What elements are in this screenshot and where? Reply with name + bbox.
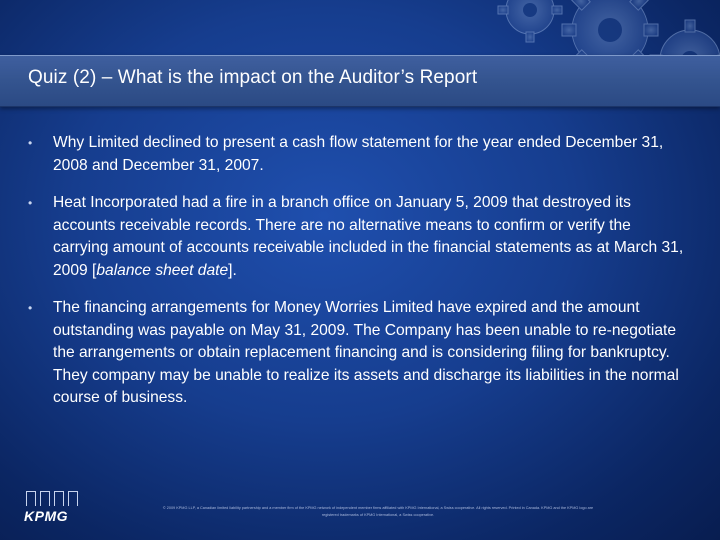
bullet-text: Why Limited declined to present a cash flow statement for the year ended December 31, 2008 and December 31, 2007. [53, 134, 664, 174]
list-item [28, 132, 688, 177]
kpmg-logo-text: KPMG [24, 508, 68, 524]
bullet-icon: • [28, 196, 33, 210]
list-item [28, 192, 688, 282]
kpmg-logo-icon [26, 492, 84, 506]
kpmg-logo [24, 492, 84, 532]
legal-line-2: registered trademarks of KPMG International, a Swiss cooperative. [321, 513, 435, 517]
bullet-icon: • [28, 301, 33, 315]
legal-line-1: © 2009 KPMG LLP, a Canadian limited liability partnership and a member firm of the KPMG network of independent member firms affiliated with KPMG International, a Swiss cooperative. All rights reserved. Printed in Canada. KPMG and the KPMG logo are [162, 506, 594, 510]
bullet-text: The financing arrangements for Money Worries Limited have expired and the amount outstanding was payable on May 31, 2009. The Company has been unable to re-negotiate the arrangements or obtain replacement financing and is considering filing for bankruptcy. They company may be unable to realize its assets and discharge its liabilities in the normal course of business. [53, 299, 679, 406]
bullet-list [28, 132, 688, 425]
bullet-text-italic: balance sheet date [96, 261, 229, 279]
list-item [28, 297, 688, 410]
bullet-text [53, 194, 683, 279]
bullet-text-part: ]. [228, 261, 237, 279]
slide-title: Quiz (2) – What is the impact on the Auditor’s Report [28, 67, 478, 88]
legal-footer [118, 505, 638, 519]
bullet-icon: • [28, 136, 33, 150]
bullet-text-part: Heat Incorporated had a fire in a branch office on January 5, 2009 that destroyed its accounts receivable records. There are no alternative means to confirm or verify the carrying amount of accounts receivable included in the financial statements as at March 31, 2009 [ [53, 194, 684, 279]
